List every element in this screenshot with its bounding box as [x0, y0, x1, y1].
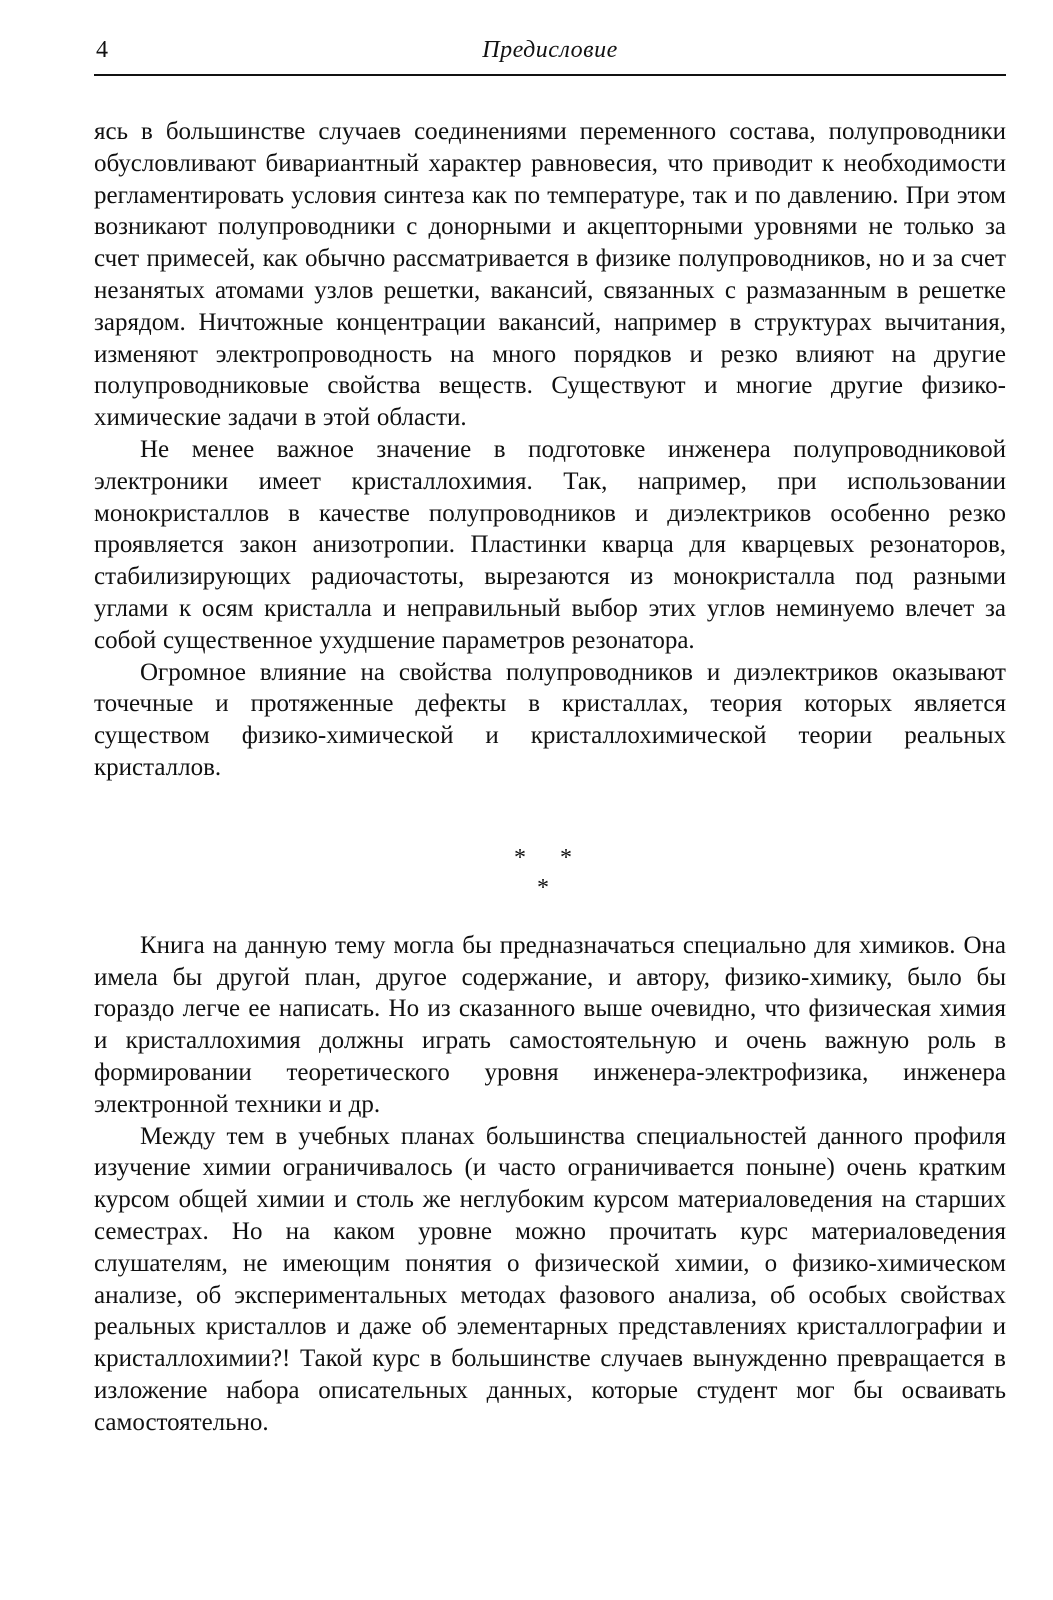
paragraph-continuation: ясь в большинстве случаев соединениями переменного состава, полупроводники обусловливают бивариантный характер равновесия, что приводит к необходимости регламентировать условия синтеза как по температуре, так и по давлению. При этом возникают полупроводники с донорными и акцепторными уровнями не только за счет примесей, как обычно рассматривается в физике полупроводников, но и за счет незанятых атомами узлов решетки, вакансий, связанных с размазанным в решетке зарядом. Ничтожные концентрации вакансий, например в структурах вычитания, изменяют электропроводность на много порядков и резко влияют на другие полупроводниковые свойства веществ. Существуют и многие другие физико-химические задачи в этой области.	[94, 118, 1006, 432]
section-divider	[94, 784, 1006, 930]
book-page	[94, 34, 1006, 1574]
body-text-top	[94, 116, 1006, 784]
paragraph-defects: Огромное влияние на свойства полупроводников и диэлектриков оказывают точечные и протяженные дефекты в кристаллах, теория которых является существом физико-химической и кристаллохимической теории реальных кристаллов.	[94, 658, 1006, 781]
running-head	[94, 34, 1006, 76]
paragraph-book-purpose: Книга на данную тему могла бы предназначаться специально для химиков. Она имела бы другой план, другое содержание, и автору, физико-химику, было бы гораздо легче ее написать. Но из сказанного выше очевидно, что физическая химия и кристаллохимия должны играть самостоятельную и очень важную роль в формировании теоретического уровня инженера-электрофизика, инженера электронной техники и др.	[94, 931, 1006, 1118]
asterism-top-row: * *	[514, 844, 586, 871]
page-number: 4	[96, 37, 108, 63]
paragraph-curriculum: Между тем в учебных планах большинства специальностей данного профиля изучение химии ограничивалось (и часто ограничивается поныне) очень кратким курсом общей химии и столь же неглубоким курсом материаловедения на старших семестрах. Но на каком уровне можно прочитать курс материаловедения слушателям, не имеющим понятия о физической химии, о физико-химическом анализе, об экспериментальных методах фазового анализа, об особых свойствах реальных кристаллов и даже об элементарных представлениях кристаллографии и кристаллохимии?! Такой курс в большинстве случаев вынужденно превращается в изложение набора описательных данных, которые студент мог бы осваивать самостоятельно.	[94, 1122, 1006, 1436]
section-title: Предисловие	[482, 37, 618, 63]
body-text-bottom	[94, 930, 1006, 1439]
paragraph-crystal-chemistry: Не менее важное значение в подготовке инженера полупроводниковой электроники имеет кристаллохимия. Так, например, при использовании монокристаллов в качестве полупроводников и диэлектриков особенно резко проявляется закон анизотропии. Пластинки кварца для кварцевых резонаторов, стабилизирующих радиочастоты, вырезаются из монокристалла под разными углами к осям кристалла и неправильный выбор этих углов неминуемо влечет за собой существенное ухудшение параметров резонатора.	[94, 435, 1006, 654]
asterism	[94, 846, 1006, 900]
asterism-bottom-row: *	[537, 874, 563, 901]
